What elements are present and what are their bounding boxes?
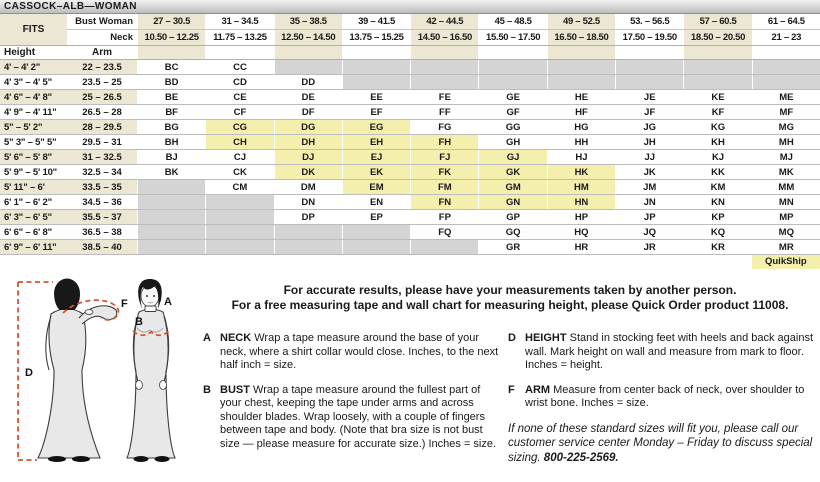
arm-range-cell: 34.5 – 36 bbox=[82, 197, 122, 208]
back-view-figure bbox=[38, 278, 117, 462]
intro-line-1: For accurate results, please have your measurements taken by another person. bbox=[283, 283, 737, 297]
column-stripe-cell bbox=[752, 46, 820, 59]
quikship-legend: QuikShip bbox=[752, 255, 820, 269]
neck-range-cell: 18.50 – 20.50 bbox=[683, 30, 751, 45]
robed-figures-drawing bbox=[5, 276, 195, 482]
definition-neck bbox=[203, 332, 503, 373]
size-code-cell: CC bbox=[205, 60, 273, 74]
neck-row-label: Neck bbox=[67, 30, 137, 45]
neck-range-cell: 15.50 – 17.50 bbox=[478, 30, 546, 45]
bust-ranges bbox=[137, 14, 820, 29]
height-range-cell: 5" – 5' 2" bbox=[0, 120, 67, 134]
size-code-cell: BJ bbox=[137, 150, 205, 164]
definition-body bbox=[525, 332, 816, 373]
neck-range-row bbox=[67, 30, 820, 46]
size-code-cell: JG bbox=[615, 120, 683, 134]
size-unavailable-cell bbox=[137, 225, 205, 239]
height-range-cell: 5" 3" – 5" 5" bbox=[4, 137, 57, 148]
column-stripe-cell bbox=[342, 46, 410, 59]
definitions-column-left bbox=[203, 332, 503, 462]
size-code-cell: EM bbox=[342, 180, 410, 194]
arm-range-cell: 23.5 – 25 bbox=[82, 77, 122, 88]
size-code-cell: BH bbox=[137, 135, 205, 149]
definition-letter: A bbox=[203, 332, 211, 344]
arm-range-cell: 38.5 – 40 bbox=[67, 240, 137, 254]
size-row bbox=[0, 135, 820, 150]
size-unavailable-cell bbox=[683, 60, 751, 74]
size-unavailable-cell bbox=[342, 225, 410, 239]
size-code-cell: KQ bbox=[683, 225, 751, 239]
size-code-cell: BK bbox=[137, 165, 205, 179]
arm-range-cell: 35.5 – 37 bbox=[67, 210, 137, 224]
size-code-cell: GJ bbox=[478, 150, 546, 164]
quikship-spacer bbox=[0, 255, 752, 269]
size-code-cell: FG bbox=[410, 120, 478, 134]
size-code-cell: DP bbox=[274, 210, 342, 224]
size-unavailable-cell bbox=[410, 60, 478, 74]
size-code-cell: MP bbox=[752, 210, 820, 224]
size-unavailable-cell bbox=[274, 60, 342, 74]
size-code-cell: FE bbox=[410, 90, 478, 104]
definition-arm bbox=[508, 384, 816, 411]
size-code-cell: KF bbox=[683, 105, 751, 119]
height-range-cell: 6' 3" – 6' 5" bbox=[0, 210, 67, 224]
bust-range-cell: 42 – 44.5 bbox=[410, 14, 478, 29]
size-code-cell: MK bbox=[752, 165, 820, 179]
bust-range-cell: 49 – 52.5 bbox=[547, 14, 615, 29]
column-stripes bbox=[137, 46, 820, 59]
size-unavailable-cell bbox=[205, 225, 273, 239]
arm-range-cell: 28 – 29.5 bbox=[67, 120, 137, 134]
size-code-cell: HH bbox=[547, 135, 615, 149]
bust-range-cell: 31 – 34.5 bbox=[205, 14, 273, 29]
arm-range-cell: 33.5 – 35 bbox=[67, 180, 137, 194]
size-code-cell: KR bbox=[683, 240, 751, 254]
size-code-cell: DD bbox=[274, 75, 342, 89]
size-unavailable-cell bbox=[274, 240, 342, 254]
size-code-cell: KN bbox=[683, 195, 751, 209]
size-code-cell: EE bbox=[342, 90, 410, 104]
size-code-cell: EK bbox=[342, 165, 410, 179]
size-unavailable-cell bbox=[205, 195, 273, 209]
size-unavailable-cell bbox=[137, 210, 205, 224]
arm-range-cell: 25 – 26.5 bbox=[67, 90, 137, 104]
definitions-column-right bbox=[508, 332, 816, 465]
column-stripe-cell bbox=[547, 46, 615, 59]
height-range-cell: 4' – 4' 2" bbox=[0, 60, 67, 74]
size-code-cell: CK bbox=[205, 165, 273, 179]
size-code-cell: DF bbox=[274, 105, 342, 119]
size-code-cell: MR bbox=[752, 240, 820, 254]
size-code-cell: DN bbox=[274, 195, 342, 209]
figure-label-b: B bbox=[135, 316, 143, 328]
arm-range-cell: 32.5 – 34 bbox=[82, 167, 122, 178]
size-code-cell: JQ bbox=[615, 225, 683, 239]
size-unavailable-cell bbox=[683, 75, 751, 89]
definition-text: Stand in stocking feet with heels and back against wall. Mark height on wall and measure from mark to floor. Inches = height. bbox=[525, 332, 813, 371]
size-code-cell: EG bbox=[342, 120, 410, 134]
size-code-cell: JJ bbox=[615, 150, 683, 164]
size-unavailable-cell bbox=[752, 60, 820, 74]
size-code-cell: BE bbox=[137, 90, 205, 104]
size-code-cell: GG bbox=[478, 120, 546, 134]
size-code-cell: EH bbox=[342, 135, 410, 149]
size-code-cell: ME bbox=[752, 90, 820, 104]
size-code-cell: DE bbox=[274, 90, 342, 104]
size-row bbox=[0, 165, 820, 180]
size-code-cell: MF bbox=[752, 105, 820, 119]
size-code-cell: CG bbox=[205, 120, 273, 134]
height-range-cell: 4' 6" – 4' 8" bbox=[0, 90, 67, 104]
size-code-cell: HJ bbox=[547, 150, 615, 164]
size-code-cell: CD bbox=[205, 75, 273, 89]
size-code-cell: FQ bbox=[410, 225, 478, 239]
height-range-cell: 4' 9" – 4' 11" bbox=[4, 107, 57, 118]
size-code-cell: HG bbox=[547, 120, 615, 134]
size-code-cell: JN bbox=[615, 195, 683, 209]
size-code-cell: MN bbox=[752, 195, 820, 209]
definition-term: HEIGHT bbox=[525, 332, 567, 344]
size-code-cell: GR bbox=[478, 240, 546, 254]
bust-range-cell: 57 – 60.5 bbox=[683, 14, 751, 29]
definition-body bbox=[220, 384, 503, 452]
size-code-cell: KE bbox=[683, 90, 751, 104]
size-code-cell: DK bbox=[274, 165, 342, 179]
size-code-cell: FP bbox=[410, 210, 478, 224]
arm-range-cell: 36.5 – 38 bbox=[82, 227, 122, 238]
size-code-cell: HQ bbox=[547, 225, 615, 239]
bust-row-label: Bust Woman bbox=[67, 14, 137, 29]
size-code-cell: KG bbox=[683, 120, 751, 134]
neck-ranges bbox=[137, 30, 820, 45]
size-code-cell: FH bbox=[410, 135, 478, 149]
note-text: If none of these standard sizes will fit you, please call our customer service center Monday – Friday to discuss special sizing. bbox=[508, 422, 813, 464]
column-stripe-cell bbox=[274, 46, 342, 59]
height-range-cell: 5' 11" – 6' bbox=[0, 180, 67, 194]
size-unavailable-cell bbox=[752, 75, 820, 89]
size-code-cell: GN bbox=[478, 195, 546, 209]
arm-range-cell: 29.5 – 31 bbox=[82, 137, 122, 148]
neck-range-cell: 17.50 – 19.50 bbox=[615, 30, 683, 45]
bust-range-cell: 35 – 38.5 bbox=[274, 14, 342, 29]
size-code-cell: EN bbox=[342, 195, 410, 209]
size-code-cell: FF bbox=[410, 105, 478, 119]
measurement-illustration bbox=[5, 276, 195, 482]
size-unavailable-cell bbox=[478, 75, 546, 89]
neck-range-cell: 21 – 23 bbox=[752, 30, 820, 45]
size-row bbox=[0, 75, 820, 90]
size-code-cell: FK bbox=[410, 165, 478, 179]
size-code-cell: JE bbox=[615, 90, 683, 104]
arm-range-cell: 26.5 – 28 bbox=[82, 107, 122, 118]
size-unavailable-cell bbox=[205, 240, 273, 254]
height-arm-header-row bbox=[0, 46, 820, 60]
bust-range-cell: 27 – 30.5 bbox=[137, 14, 205, 29]
size-row bbox=[0, 210, 820, 225]
size-unavailable-cell bbox=[410, 75, 478, 89]
bust-range-cell: 61 – 64.5 bbox=[752, 14, 820, 29]
definition-body bbox=[525, 384, 816, 411]
neck-range-cell: 12.50 – 14.50 bbox=[274, 30, 342, 45]
size-code-cell: JM bbox=[615, 180, 683, 194]
size-unavailable-cell bbox=[342, 75, 410, 89]
height-range-cell: 4' 3" – 4' 5" bbox=[4, 77, 52, 88]
definition-letter: D bbox=[508, 332, 516, 344]
definition-bust bbox=[203, 384, 503, 452]
definition-letter: F bbox=[508, 383, 515, 396]
size-unavailable-cell bbox=[205, 210, 273, 224]
size-code-cell: KM bbox=[683, 180, 751, 194]
size-code-cell: GQ bbox=[478, 225, 546, 239]
definition-height bbox=[508, 332, 816, 373]
size-unavailable-cell bbox=[615, 60, 683, 74]
size-code-cell: HP bbox=[547, 210, 615, 224]
height-range-cell: 6' 9" – 6' 11" bbox=[0, 240, 67, 254]
neck-range-cell: 10.50 – 12.25 bbox=[137, 30, 205, 45]
arm-col-label: Arm bbox=[67, 46, 137, 59]
size-code-cell: GP bbox=[478, 210, 546, 224]
column-stripe-cell bbox=[205, 46, 273, 59]
size-code-cell: GE bbox=[478, 90, 546, 104]
size-unavailable-cell bbox=[342, 240, 410, 254]
size-code-cell: GF bbox=[478, 105, 546, 119]
size-code-cell: KJ bbox=[683, 150, 751, 164]
size-row bbox=[0, 225, 820, 240]
size-unavailable-cell bbox=[137, 180, 205, 194]
size-code-cell: BG bbox=[137, 120, 205, 134]
size-code-cell: EJ bbox=[342, 150, 410, 164]
bust-range-cell: 53. – 56.5 bbox=[615, 14, 683, 29]
size-code-cell: MM bbox=[752, 180, 820, 194]
size-code-cell: HE bbox=[547, 90, 615, 104]
intro-text bbox=[205, 283, 815, 313]
size-code-cell: JP bbox=[615, 210, 683, 224]
chart-title: CASSOCK–ALB—WOMAN bbox=[0, 0, 820, 14]
definition-term: ARM bbox=[525, 383, 551, 396]
size-code-cell: CJ bbox=[205, 150, 273, 164]
height-range-cell: 5' 9" – 5' 10" bbox=[4, 167, 57, 178]
neck-range-cell: 13.75 – 15.25 bbox=[342, 30, 410, 45]
size-code-cell: HM bbox=[547, 180, 615, 194]
size-code-cell: CE bbox=[205, 90, 273, 104]
size-code-cell: JR bbox=[615, 240, 683, 254]
size-row bbox=[0, 195, 820, 210]
size-code-cell: FN bbox=[410, 195, 478, 209]
size-row bbox=[0, 150, 820, 165]
size-code-cell: HF bbox=[547, 105, 615, 119]
size-row bbox=[0, 120, 820, 135]
quikship-row bbox=[0, 255, 820, 269]
size-unavailable-cell bbox=[547, 75, 615, 89]
table-body bbox=[0, 60, 820, 255]
size-code-cell: FM bbox=[410, 180, 478, 194]
size-unavailable-cell bbox=[547, 60, 615, 74]
size-code-cell: BC bbox=[137, 60, 205, 74]
size-code-cell: KP bbox=[683, 210, 751, 224]
arm-range-cell: 22 – 23.5 bbox=[67, 60, 137, 74]
size-unavailable-cell bbox=[410, 240, 478, 254]
size-row bbox=[0, 90, 820, 105]
height-range-cell: 5' 6" – 5' 8" bbox=[0, 150, 67, 164]
size-code-cell: DJ bbox=[274, 150, 342, 164]
definition-term: NECK bbox=[220, 332, 252, 344]
size-unavailable-cell bbox=[478, 60, 546, 74]
size-row bbox=[0, 180, 820, 195]
size-unavailable-cell bbox=[137, 240, 205, 254]
size-code-cell: BF bbox=[137, 105, 205, 119]
intro-line-2: For a free measuring tape and wall chart for measuring height, please Quick Order product 11008. bbox=[231, 298, 789, 312]
column-stripe-cell bbox=[137, 46, 205, 59]
size-code-cell: MJ bbox=[752, 150, 820, 164]
definition-letter: B bbox=[203, 383, 211, 396]
fits-label: FITS bbox=[0, 14, 67, 46]
definition-body bbox=[220, 332, 503, 373]
figure-label-f: F bbox=[121, 298, 128, 310]
size-code-cell: MH bbox=[752, 135, 820, 149]
size-row bbox=[0, 105, 820, 120]
size-code-cell: DG bbox=[274, 120, 342, 134]
size-code-cell: EP bbox=[342, 210, 410, 224]
size-code-cell: CF bbox=[205, 105, 273, 119]
neck-range-cell: 11.75 – 13.25 bbox=[205, 30, 273, 45]
size-row bbox=[0, 240, 820, 255]
phone-number: 800-225-2569. bbox=[543, 451, 619, 464]
arm-range-cell: 31 – 32.5 bbox=[67, 150, 137, 164]
column-stripe-cell bbox=[683, 46, 751, 59]
size-unavailable-cell bbox=[274, 225, 342, 239]
size-code-cell: JK bbox=[615, 165, 683, 179]
definition-text: Measure from center back of neck, over shoulder to wrist bone. Inches = size. bbox=[525, 383, 805, 409]
size-code-cell: CM bbox=[205, 180, 273, 194]
size-code-cell: GK bbox=[478, 165, 546, 179]
size-code-cell: GM bbox=[478, 180, 546, 194]
size-code-cell: FJ bbox=[410, 150, 478, 164]
size-code-cell: MQ bbox=[752, 225, 820, 239]
neck-range-cell: 16.50 – 18.50 bbox=[547, 30, 615, 45]
size-code-cell: HR bbox=[547, 240, 615, 254]
size-code-cell: MG bbox=[752, 120, 820, 134]
bust-range-row bbox=[67, 14, 820, 30]
size-code-cell: CH bbox=[205, 135, 273, 149]
height-col-label: Height bbox=[0, 46, 67, 59]
bust-range-cell: 39 – 41.5 bbox=[342, 14, 410, 29]
height-range-cell: 6' 1" – 6' 2" bbox=[4, 197, 52, 208]
column-stripe-cell bbox=[615, 46, 683, 59]
column-stripe-cell bbox=[410, 46, 478, 59]
definition-text: Wrap a tape measure around the base of your neck, where a shirt collar would close. Inches, to the next half inch = size. bbox=[220, 332, 499, 371]
table-header bbox=[0, 14, 820, 46]
size-unavailable-cell bbox=[137, 195, 205, 209]
size-code-cell: DM bbox=[274, 180, 342, 194]
size-code-cell: JH bbox=[615, 135, 683, 149]
size-code-cell: KK bbox=[683, 165, 751, 179]
size-code-cell: HK bbox=[547, 165, 615, 179]
figure-label-d: D bbox=[25, 367, 33, 379]
definition-term: BUST bbox=[220, 383, 250, 396]
size-code-cell: HN bbox=[547, 195, 615, 209]
special-sizing-note bbox=[508, 422, 816, 466]
neck-range-cell: 14.50 – 16.50 bbox=[410, 30, 478, 45]
size-code-cell: JF bbox=[615, 105, 683, 119]
size-code-cell: GH bbox=[478, 135, 546, 149]
definition-text: Wrap a tape measure around the fullest part of your chest, keeping the tape under arms and across shoulder blades. Wrap loosely, with a couple of fingers between tape and body. (Note that bra size is not bust size — please measure for accurate size.) Inches = size. bbox=[220, 383, 497, 450]
size-code-cell: DH bbox=[274, 135, 342, 149]
size-unavailable-cell bbox=[615, 75, 683, 89]
bust-range-cell: 45 – 48.5 bbox=[478, 14, 546, 29]
size-code-cell: BD bbox=[137, 75, 205, 89]
column-stripe-cell bbox=[478, 46, 546, 59]
height-range-cell: 6' 6" – 6' 8" bbox=[4, 227, 52, 238]
size-code-cell: EF bbox=[342, 105, 410, 119]
figure-label-a: A bbox=[164, 296, 172, 308]
size-code-cell: KH bbox=[683, 135, 751, 149]
size-row bbox=[0, 60, 820, 75]
size-unavailable-cell bbox=[342, 60, 410, 74]
